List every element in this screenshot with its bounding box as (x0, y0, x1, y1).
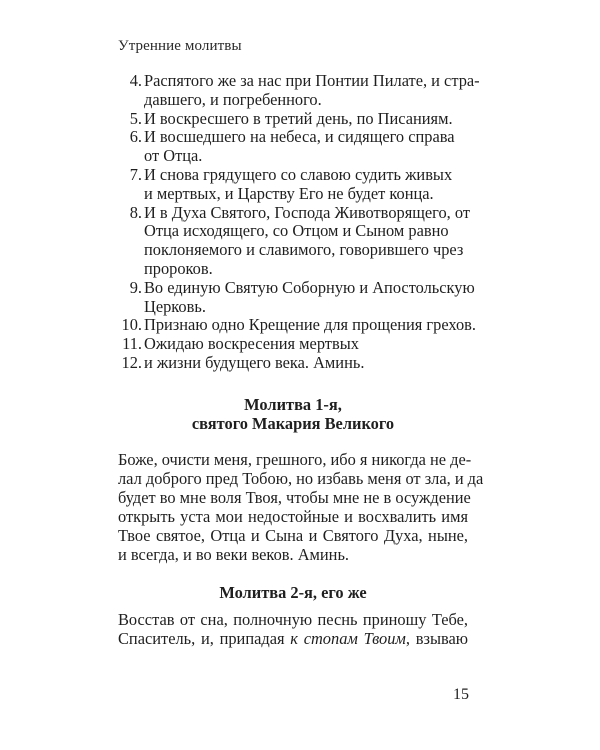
prayer2-line (118, 630, 468, 649)
creed-item-6 (118, 128, 468, 166)
creed-line: И снова грядущего со славою судить живых (144, 164, 453, 184)
creed-number: 4. (129, 71, 142, 90)
creed-number: 9. (129, 277, 142, 297)
creed-number: 11. (122, 334, 142, 354)
prayer1-title-line: Молитва 1-я, (244, 395, 342, 414)
creed-text (144, 335, 468, 354)
prayer1-line: будет во мне воля Твоя, чтобы мне не в осуждение (118, 487, 471, 507)
running-head: Утренние молитвы (118, 38, 242, 54)
prayer2-line-italic: к стопам Твоим (290, 628, 406, 648)
creed-line: И в Духа Святого, Господа Животворящего, от (144, 202, 470, 222)
prayer1-line: Твое святое, Отца и Сына и Святого Духа, ныне, (118, 525, 468, 545)
creed-line: от Отца. (144, 146, 203, 166)
creed-text (144, 72, 480, 110)
creed-number: 7. (129, 164, 142, 184)
creed-number: 12. (121, 352, 142, 372)
creed-item-12 (118, 354, 468, 373)
creed-line: и жизни будущего века. Аминь. (144, 352, 365, 372)
creed-list (118, 71, 480, 373)
prayer2-line-end: , взываю (405, 628, 469, 648)
creed-line: давшего, и погребенного. (144, 89, 322, 109)
creed-text (144, 110, 468, 129)
prayer1-title (118, 395, 468, 433)
creed-line: Отца исходящего, со Отцом и Сыном равно (144, 221, 449, 241)
creed-item-11 (118, 335, 468, 354)
creed-line: Ожидаю воскресения мертвых (144, 334, 359, 354)
prayer1-title-line: святого Макария Великого (191, 414, 395, 433)
prayer2-line: Восстав от сна, полночную песнь приношу Тебе, (118, 610, 468, 629)
creed-line: И воскресшего в третий день, по Писаниям. (144, 108, 453, 128)
prayer1-line: открыть уста мои недостойные и восхвалить имя (118, 506, 468, 526)
creed-number: 8. (129, 202, 142, 222)
creed-line: Церковь. (144, 296, 206, 316)
creed-item-9 (118, 277, 475, 317)
creed-item-4 (118, 71, 480, 110)
creed-text (144, 128, 468, 166)
prayer1-line: и всегда, и во веки веков. Аминь. (118, 544, 350, 564)
prayer2-title (118, 583, 468, 602)
prayer1-line: Боже, очисти меня, грешного, ибо я никогда не де- (118, 450, 472, 469)
creed-text (144, 204, 470, 279)
creed-item-7 (118, 166, 468, 204)
prayer2-title-line: Молитва 2-я, его же (219, 583, 367, 602)
creed-text (144, 354, 468, 373)
creed-line: и мертвых, и Царству Его не будет конца. (144, 183, 434, 203)
creed-number: 10. (121, 315, 142, 335)
page-number: 15 (453, 686, 469, 703)
creed-number: 6. (129, 127, 142, 147)
creed-text (144, 166, 468, 204)
creed-line: И восшедшего на небеса, и сидящего справа (144, 127, 455, 147)
creed-text (144, 316, 476, 335)
prayer1-line: лал доброго пред Тобою, но избавь меня от зла, и да (118, 468, 484, 488)
creed-line: Распятого же за нас при Понтии Пилате, и стра- (144, 71, 480, 90)
creed-line: Во единую Святую Соборную и Апостольскую (144, 277, 475, 297)
creed-line: поклоняемого и славимого, говорившего чрез (144, 240, 464, 260)
prayer2-text (118, 611, 468, 649)
creed-number: 5. (129, 108, 142, 128)
prayer1-text (118, 450, 484, 564)
creed-line: Признаю одно Крещение для прощения грехов. (144, 315, 476, 335)
creed-item-5 (118, 110, 468, 129)
creed-line: пророков. (144, 258, 213, 278)
creed-item-10 (118, 315, 476, 335)
creed-text (144, 279, 475, 317)
creed-item-8 (118, 204, 468, 279)
prayer2-line-start: Спаситель, и, припадая (118, 628, 291, 648)
